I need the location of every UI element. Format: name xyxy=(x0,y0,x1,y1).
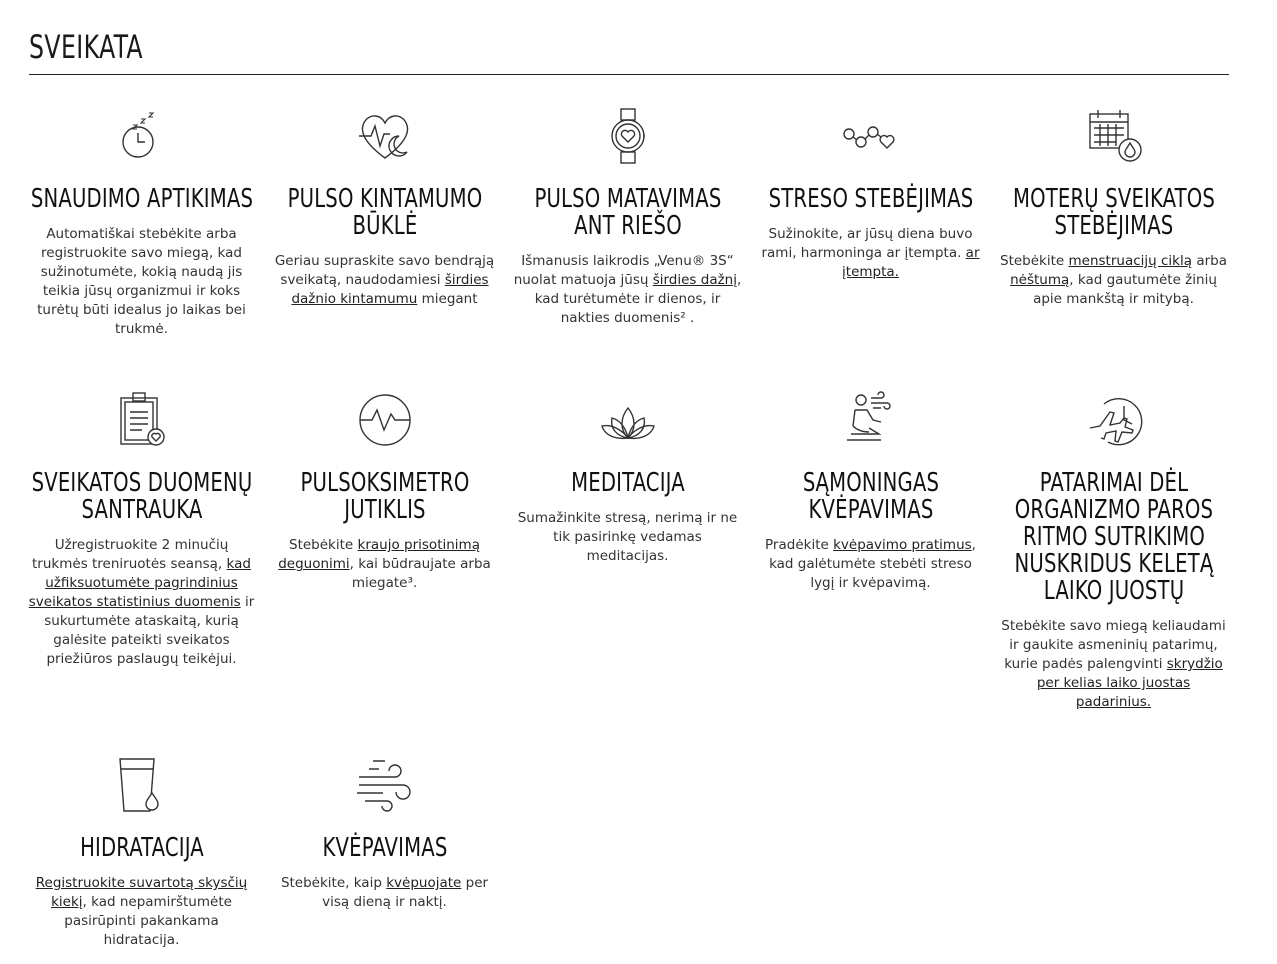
feature-description xyxy=(756,536,985,593)
glass-drop-icon xyxy=(112,755,172,815)
feature-description xyxy=(513,509,742,566)
feature-text: , kad turėtumėte ir dienos, ir nakties duomenis² . xyxy=(534,272,742,326)
watch-heart-icon xyxy=(598,106,658,166)
breathing-person-icon xyxy=(841,390,901,450)
feature-card xyxy=(270,755,499,912)
feature-text: Automatiškai stebėkite arba registruokite savo miegą, kad sužinotumėte, kokią naudą jis teikia jūsų organizmui ir koks turėtų būti idealus jo laikas bei trukmė. xyxy=(37,226,246,337)
feature-link[interactable]: skrydžio per kelias laiko juostas padarinius. xyxy=(1036,656,1223,710)
feature-text: , kad gautumėte žinių apie mankštą ir mitybą. xyxy=(1033,272,1217,307)
calendar-drop-icon xyxy=(1084,106,1144,166)
feature-link[interactable]: nėštumą xyxy=(1010,272,1070,288)
feature-card xyxy=(270,390,499,593)
feature-description xyxy=(270,874,499,912)
feature-text: , kad galėtumėte stebėti streso lygį ir kvėpavimą. xyxy=(769,537,976,591)
feature-card xyxy=(27,390,256,669)
pulse-circle-icon xyxy=(355,390,415,450)
feature-link[interactable]: kad užfiksuotumėte pagrindinius sveikatos statistinius duomenis xyxy=(28,556,251,610)
feature-text: Sumažinkite stresą, nerimą ir ne tik pasirinkę vedamas meditacijas. xyxy=(517,510,738,564)
wind-icon xyxy=(355,755,415,815)
feature-card xyxy=(513,390,742,566)
feature-description xyxy=(999,617,1228,712)
sleep-clock-icon xyxy=(112,106,172,166)
feature-card xyxy=(27,755,256,950)
feature-link[interactable]: kvėpavimo pratimus xyxy=(833,537,972,553)
feature-card xyxy=(513,106,742,328)
feature-description xyxy=(27,536,256,669)
section-title: SVEIKATA xyxy=(29,28,143,66)
feature-link[interactable]: kraujo prisotinimą deguonimi xyxy=(278,537,480,572)
feature-text: Išmanusis laikrodis „Venu® 3S“ nuolat matuoja jūsų xyxy=(513,253,734,288)
stress-wave-icon xyxy=(841,106,901,166)
feature-text: Stebėkite xyxy=(1000,253,1069,269)
feature-card xyxy=(27,106,256,339)
feature-description xyxy=(270,536,499,593)
feature-link[interactable]: širdies dažnio kintamumu xyxy=(291,272,489,307)
feature-link[interactable]: menstruacijų ciklą xyxy=(1068,253,1193,269)
heart-moon-icon xyxy=(355,106,415,166)
feature-description xyxy=(513,252,742,328)
feature-link[interactable]: ar įtempta. xyxy=(842,245,980,280)
feature-description xyxy=(756,225,985,282)
lotus-icon xyxy=(598,390,658,450)
feature-text: Stebėkite xyxy=(289,537,358,553)
feature-text: , kai būdraujate arba miegate³. xyxy=(349,556,491,591)
feature-text: arba xyxy=(1192,253,1227,269)
feature-title: SNAUDIMO APTIKIMAS xyxy=(30,184,254,214)
feature-text: Sužinokite, ar jūsų diena buvo rami, harmoninga ar įtempta. xyxy=(761,226,973,261)
plane-clock-icon xyxy=(1084,390,1144,450)
feature-description xyxy=(27,874,256,950)
feature-card xyxy=(756,106,985,282)
feature-title: MEDITACIJA xyxy=(571,468,685,498)
feature-description xyxy=(999,252,1228,309)
feature-card xyxy=(999,106,1228,309)
feature-title: SVEIKATOS DUOMENŲ SANTRAUKA xyxy=(31,468,253,525)
feature-card xyxy=(999,390,1228,712)
feature-link[interactable]: širdies dažnį xyxy=(652,272,737,288)
feature-title: PATARIMAI DĖL ORGANIZMO PAROS RITMO SUTRIKIMO NUSKRIDUS KELETĄ LAIKO JUOSTŲ xyxy=(1014,468,1214,606)
feature-title: PULSO KINTAMUMO BŪKLĖ xyxy=(287,184,483,241)
section-divider xyxy=(29,74,1229,75)
feature-title: MOTERŲ SVEIKATOS STEBĖJIMAS xyxy=(1012,184,1216,241)
feature-link[interactable]: Registruokite suvartotą skysčių kiekį xyxy=(35,875,248,910)
feature-text: per visą dieną ir naktį. xyxy=(322,875,489,910)
feature-description xyxy=(27,225,256,339)
feature-text: miegant xyxy=(417,291,478,307)
feature-text: Geriau supraskite savo bendrąją sveikatą, naudodamiesi xyxy=(274,253,495,288)
feature-title: STRESO STEBĖJIMAS xyxy=(768,184,974,214)
feature-text: , kad nepamirštumėte pasirūpinti pakankama hidratacija. xyxy=(64,894,232,948)
feature-card xyxy=(756,390,985,593)
feature-card xyxy=(270,106,499,309)
feature-title: KVĖPAVIMAS xyxy=(322,833,448,863)
feature-description xyxy=(270,252,499,309)
feature-title: HIDRATACIJA xyxy=(80,833,204,863)
feature-text: Stebėkite savo miegą keliaudami ir gaukite asmeninių patarimų, kurie padės palengvinti xyxy=(1001,618,1226,672)
clipboard-heart-icon xyxy=(112,390,172,450)
feature-title: PULSOKSIMETRO JUTIKLIS xyxy=(300,468,470,525)
feature-link[interactable]: kvėpuojate xyxy=(386,875,462,891)
feature-text: ir sukurtumėte ataskaitą, kurią galėsite pateikti sveikatos priežiūros paslaugų teikėjui. xyxy=(44,594,255,667)
feature-text: Užregistruokite 2 minučių trukmės treniruotės seansą, xyxy=(32,537,229,572)
feature-title: PULSO MATAVIMAS ANT RIEŠO xyxy=(534,184,722,241)
feature-title: SĄMONINGAS KVĖPAVIMAS xyxy=(802,468,940,525)
feature-text: Pradėkite xyxy=(765,537,834,553)
feature-text: Stebėkite, kaip xyxy=(280,875,387,891)
